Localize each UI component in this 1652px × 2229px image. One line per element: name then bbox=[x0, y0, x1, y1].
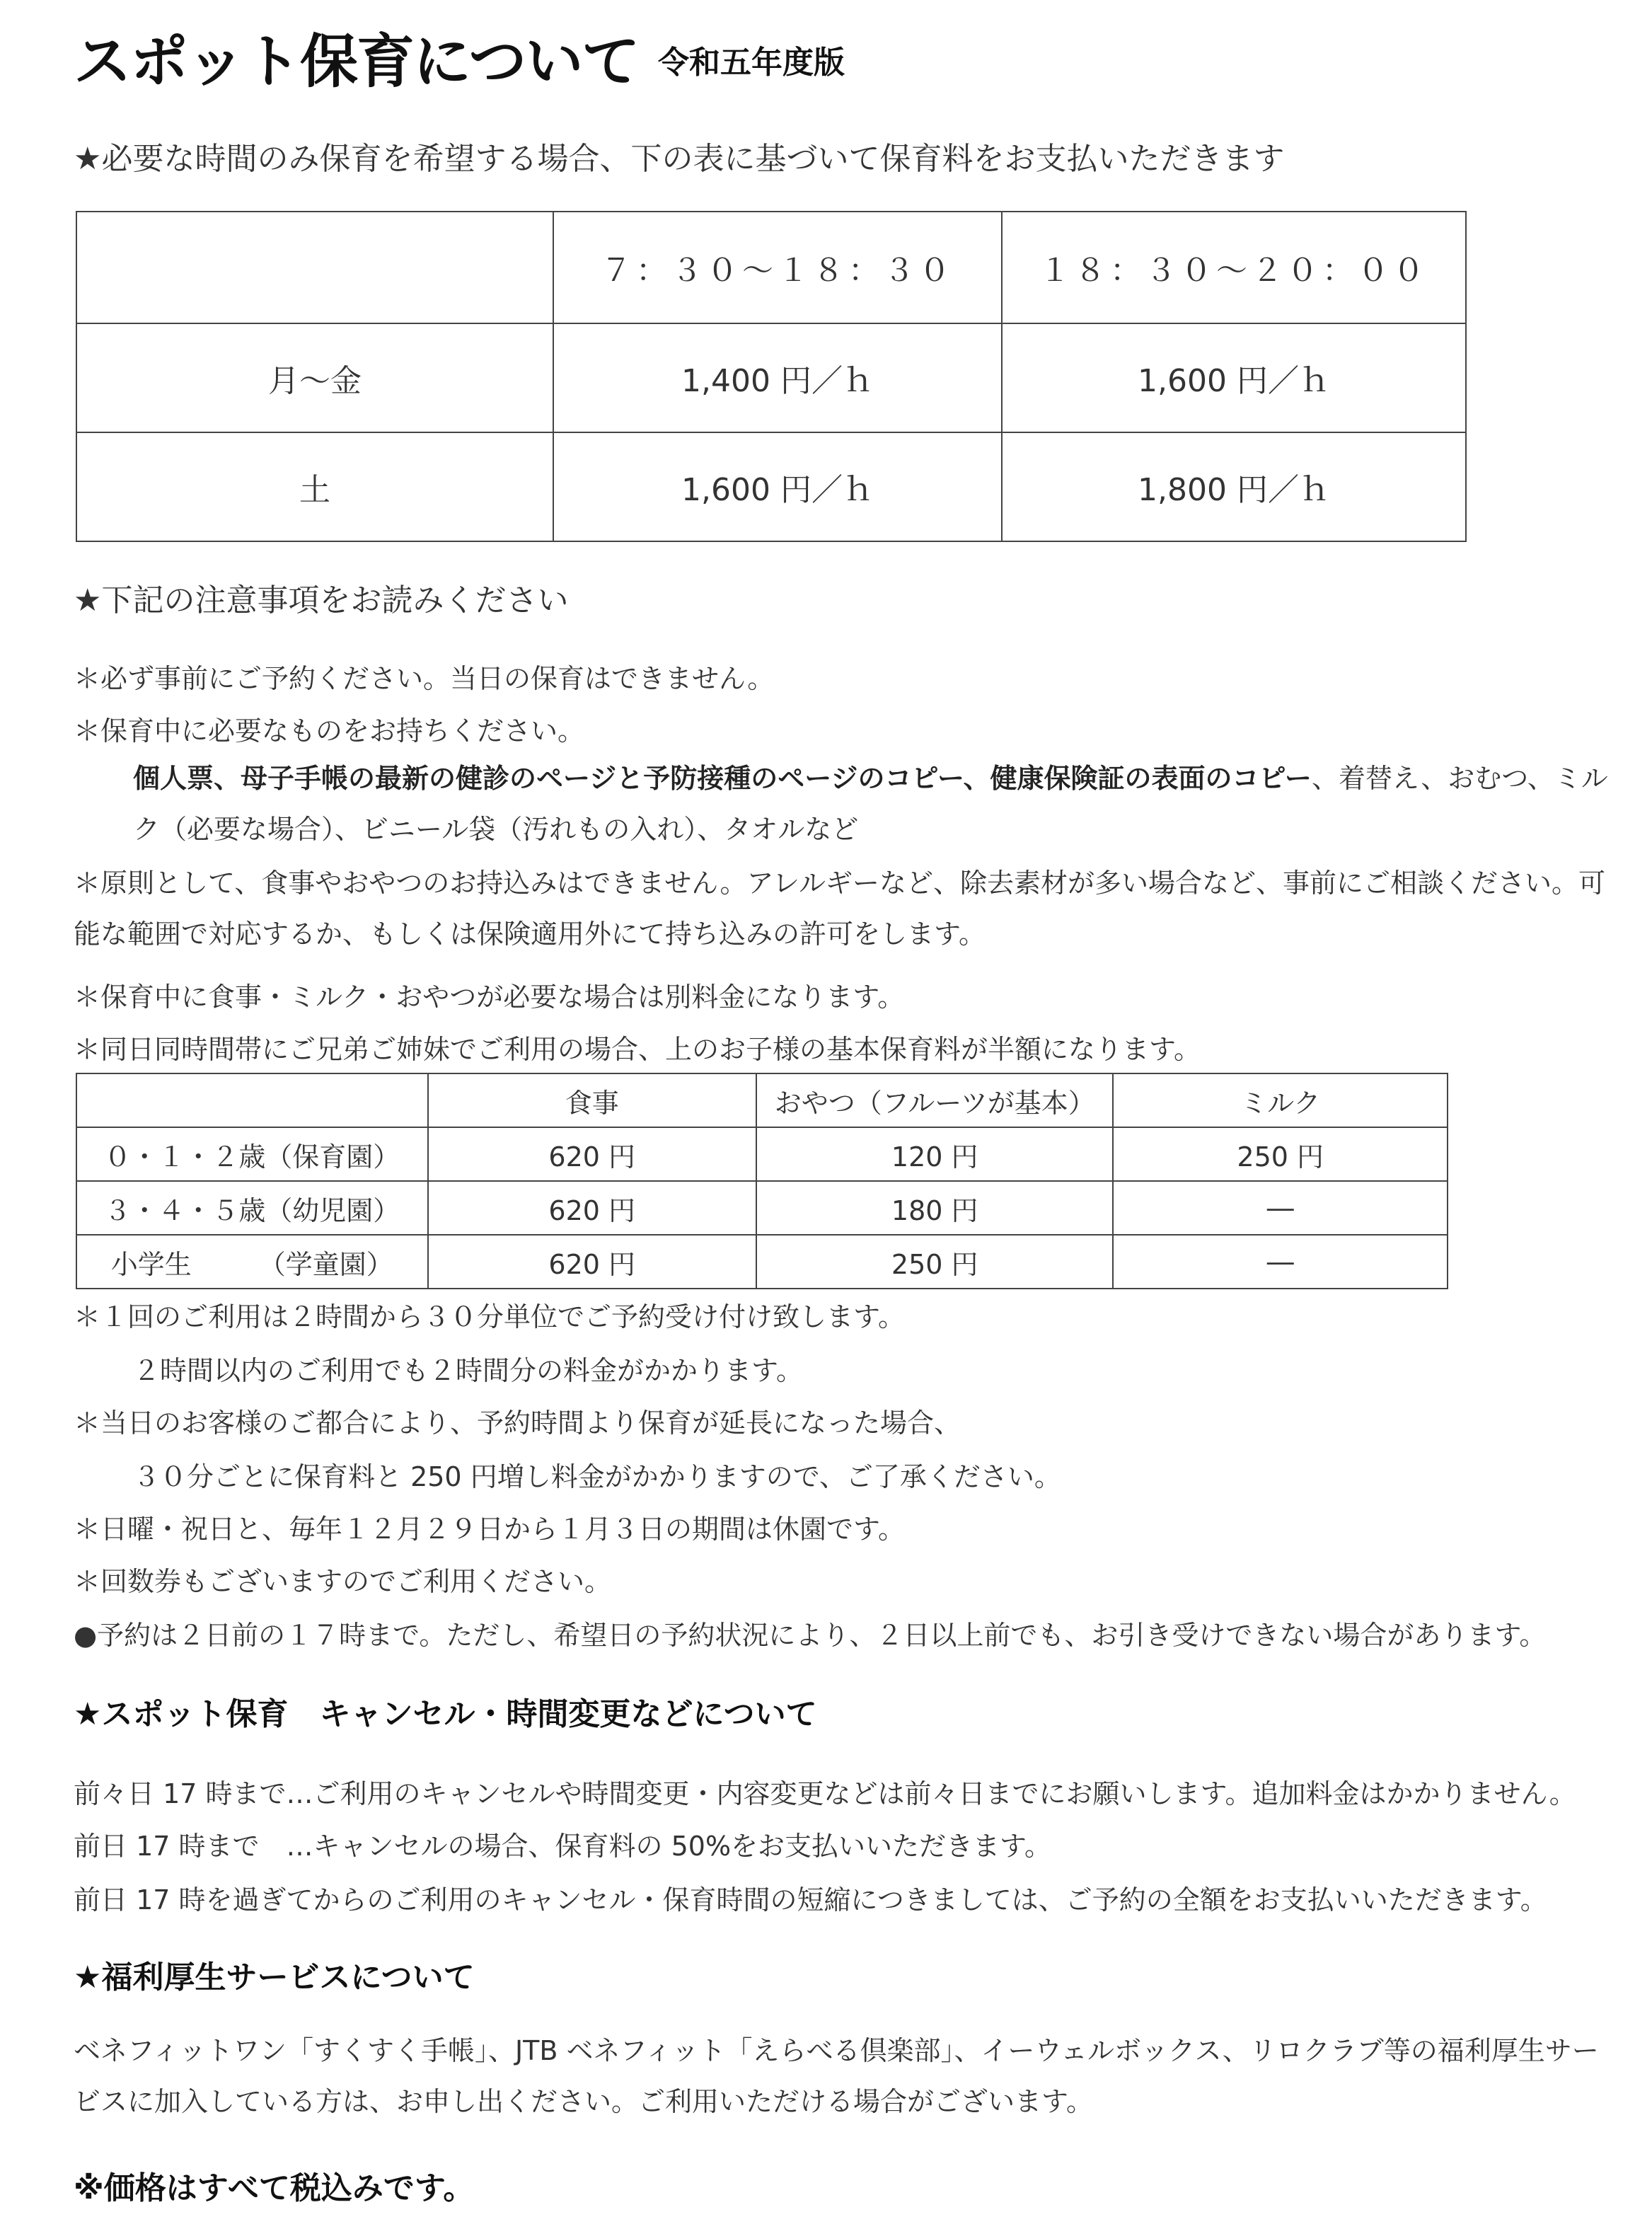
fee-table-corner bbox=[76, 212, 553, 323]
meal-price: 620 円 bbox=[428, 1235, 756, 1289]
note-deadline: ●予約は２日前の１７時まで。ただし、希望日の予約状況により、２日以上前でも、お引き受けできない場合があります。 bbox=[74, 1620, 1547, 1651]
edition-label: 令和五年度版 bbox=[658, 45, 845, 81]
age-label: ０・１・２歳（保育園） bbox=[76, 1127, 428, 1181]
fee-evening-rate: 1,600 円／ｈ bbox=[1002, 323, 1466, 432]
fee-day-label: 月～金 bbox=[76, 323, 553, 432]
table-row bbox=[76, 432, 1466, 541]
note-holidays: ＊日曜・祝日と、毎年１２月２９日から１月３日の期間は休園です。 bbox=[74, 1514, 905, 1545]
snack-price: 180 円 bbox=[756, 1181, 1114, 1235]
table-row bbox=[76, 1235, 1448, 1289]
note-booking-unit: ＊１回のご利用は２時間から３０分単位でご予約受け付け致します。 bbox=[74, 1301, 905, 1332]
table-row bbox=[76, 323, 1466, 432]
milk-price: ― bbox=[1113, 1235, 1448, 1289]
table-row bbox=[76, 1181, 1448, 1235]
tax-note: ※価格はすべて税込みです。 bbox=[74, 2170, 475, 2206]
cancel-line-3: 前日 17 時を過ぎてからのご利用のキャンセル・保育時間の短縮につきましては、ご予約の全額をお支払いいただきます。 bbox=[74, 1884, 1547, 1916]
note-food: ＊原則として、食事やおやつのお持込みはできません。アレルギーなど、除去素材が多い場合など、事前にご相談ください。可能な範囲で対応するか、もしくは保険適用外にて持ち込みの許可をします。 bbox=[74, 868, 1606, 950]
welfare-heading: ★福利厚生サービスについて bbox=[74, 1959, 475, 1995]
meal-price: 620 円 bbox=[428, 1181, 756, 1235]
intro-heading: ★必要な時間のみ保育を希望する場合、下の表に基づいて保育料をお支払いただきます bbox=[74, 141, 1285, 177]
notes-heading: ★下記の注意事項をお読みください bbox=[74, 582, 569, 618]
meal-table-corner bbox=[76, 1073, 428, 1127]
cancel-heading: ★スポット保育 キャンセル・時間変更などについて bbox=[74, 1696, 817, 1732]
meal-header-meal: 食事 bbox=[428, 1073, 756, 1127]
note-items-rest: 、着替え、おむつ、ミルク（必要な場合）、ビニール袋（汚れもの入れ）、タオルなど bbox=[133, 763, 1608, 845]
meal-header-snack: おやつ（フルーツが基本） bbox=[756, 1073, 1114, 1127]
note-extension-fee: ３０分ごとに保育料と 250 円増し料金がかかりますので、ご了承ください。 bbox=[133, 1461, 1061, 1492]
fee-table-header-row bbox=[76, 212, 1466, 323]
milk-price: ― bbox=[1113, 1181, 1448, 1235]
snack-price: 120 円 bbox=[756, 1127, 1114, 1181]
note-items: ＊保育中に必要なものをお持ちください。 bbox=[74, 715, 585, 747]
milk-price: 250 円 bbox=[1113, 1127, 1448, 1181]
note-extra-fee: ＊保育中に食事・ミルク・おやつが必要な場合は別料金になります。 bbox=[74, 981, 905, 1013]
fee-daytime-rate: 1,600 円／ｈ bbox=[553, 432, 1002, 541]
note-items-detail bbox=[133, 753, 1616, 855]
age-label: ３・４・５歳（幼児園） bbox=[76, 1181, 428, 1235]
fee-header-evening: １８：３０～２０：００ bbox=[1002, 212, 1466, 323]
note-coupons: ＊回数券もございますのでご利用ください。 bbox=[74, 1566, 612, 1597]
cancel-line-1: 前々日 17 時まで…ご利用のキャンセルや時間変更・内容変更などは前々日までにお願いします。追加料金はかかりません。 bbox=[74, 1778, 1576, 1809]
snack-price: 250 円 bbox=[756, 1235, 1114, 1289]
note-extension: ＊当日のお客様のご都合により、予約時間より保育が延長になった場合、 bbox=[74, 1407, 961, 1439]
fee-day-label: 土 bbox=[76, 432, 553, 541]
page-title: スポット保育について bbox=[74, 28, 639, 96]
meal-table-header-row bbox=[76, 1073, 1448, 1127]
note-items-bold: 個人票、母子手帳の最新の健診のページと予防接種のページのコピー、健康保険証の表面のコピー bbox=[133, 763, 1312, 794]
meal-price: 620 円 bbox=[428, 1127, 756, 1181]
table-row bbox=[76, 1127, 1448, 1181]
fee-evening-rate: 1,800 円／ｈ bbox=[1002, 432, 1466, 541]
meal-header-milk: ミルク bbox=[1113, 1073, 1448, 1127]
note-booking-minimum: ２時間以内のご利用でも２時間分の料金がかかります。 bbox=[133, 1355, 803, 1386]
fee-daytime-rate: 1,400 円／ｈ bbox=[553, 323, 1002, 432]
cancel-line-2: 前日 17 時まで …キャンセルの場合、保育料の 50%をお支払いいただきます。 bbox=[74, 1831, 1052, 1862]
fee-table bbox=[76, 211, 1467, 542]
welfare-text: ベネフィットワン「すくすく手帳」、JTB ベネフィット「えらべる倶楽部」、イーウェルボックス、リロクラブ等の福利厚生サービスに加入している方は、お申し出ください。ご利用いただける場合がございます。 bbox=[74, 2035, 1599, 2117]
note-reservation: ＊必ず事前にご予約ください。当日の保育はできません。 bbox=[74, 663, 775, 694]
age-label: 小学生 （学童園） bbox=[76, 1235, 428, 1289]
meal-table bbox=[76, 1073, 1448, 1289]
fee-header-daytime: ７：３０～１８：３０ bbox=[553, 212, 1002, 323]
note-sibling: ＊同日同時間帯にご兄弟ご姉妹でご利用の場合、上のお子様の基本保育料が半額になります。 bbox=[74, 1034, 1201, 1065]
